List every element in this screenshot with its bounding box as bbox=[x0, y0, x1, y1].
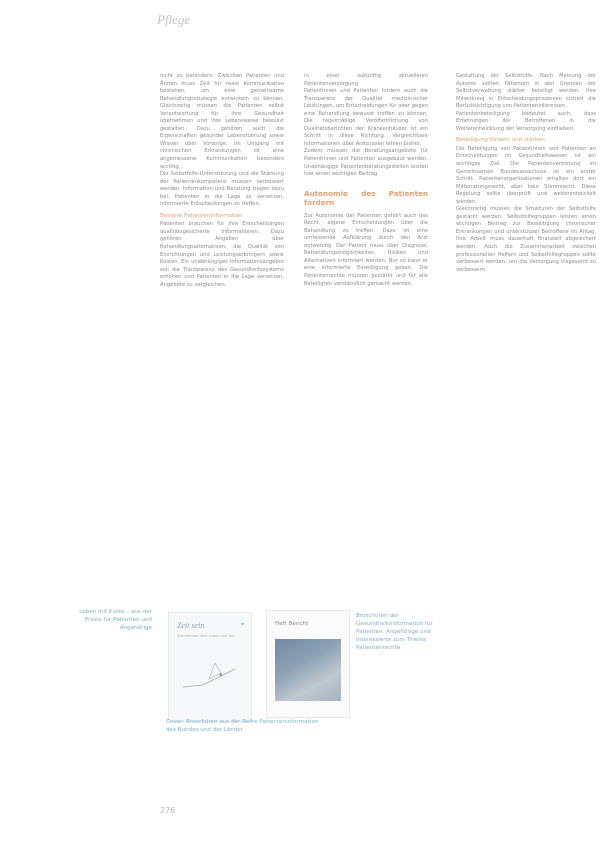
cover-title: Heft Bericht bbox=[275, 621, 309, 627]
body-paragraph: Die Selbsthilfe-Unterstützung und die Stärkung der Patientenkompetenz müssen verbessert werden. Information und Beratung tragen dazu bei, Patienten in die Lage zu versetzen, informierte Entscheidungen zu treffen. bbox=[160, 171, 284, 208]
body-paragraph: Die Beteiligung von Patientinnen und Patienten an Entscheidungen im Gesundheitswesen ist ein wichtiges Ziel. Die Patientenvertretung im Gemeinsamen Bundesausschuss ist ein erster Schritt. Patientenorganisationen erhalten dort ein Mitberatungsrecht, aber kein Stimmrecht. Diese Regelung sollte überprüft und weiterentwickelt werden. bbox=[456, 145, 596, 205]
cover-photo bbox=[275, 639, 341, 701]
text-column-3 bbox=[456, 73, 596, 274]
body-paragraph: Gleichzeitig müssen die Strukturen der Selbsthilfe gestärkt werden. Selbsthilfegruppen leisten einen wichtigen Beitrag zur Bewältigung chronischer Erkrankungen und unterstützen Betroffene im Alltag. Ihre Arbeit muss dauerhaft finanziell abgesichert werden. Auch die Zusammenarbeit zwischen professionellen Helfern und Selbsthilfegruppen sollte verbessert werden, um die Versorgung insgesamt zu verbessern. bbox=[456, 206, 596, 273]
sketch-illustration bbox=[169, 613, 251, 721]
cover-subtitle: Nachdenken über Leben und Tod bbox=[177, 634, 235, 638]
body-paragraph: Patientenbeteiligung bedeutet auch, dass Erfahrungen der Betroffenen in die Weiterentwicklung der Versorgung einfließen. bbox=[456, 110, 596, 132]
logo-icon: ✦ bbox=[239, 621, 245, 628]
figure-caption: Cover: Broschüren aus der Reihe Patienteninformation des Bundes und der Länder bbox=[166, 719, 319, 733]
subheading: Beteiligung fördern und stärken bbox=[456, 137, 545, 144]
page-number: 276 bbox=[160, 806, 176, 815]
section-heading: Autonomie des Patienten fördern bbox=[304, 188, 428, 207]
cover-title: Zeit sein bbox=[177, 621, 205, 630]
figure-caption-right: Broschüren der Gesundheitsinformation für Patienten, Angehörige und Interessierte zum Thema Patientenrechte bbox=[356, 613, 433, 651]
body-paragraph: Zur Autonomie der Patienten gehört auch das Recht, eigene Entscheidungen über die Behandlung zu treffen. Dazu ist eine umfassende Aufklärung durch den Arzt notwendig. Der Patient muss über Diagnose, Behandlungsmöglichkeiten, Risiken und Alternativen informiert werden. Nur so kann er eine informierte Einwilligung geben. Die Patientenrechte müssen gestärkt und für alle Beteiligten verständlich gemacht werden. bbox=[304, 212, 428, 287]
body-paragraph: in einer zukünftig aktuelleren Patientenversorgung. bbox=[304, 73, 428, 87]
body-paragraph: Patienten brauchen für ihre Entscheidungen qualitätsgesicherte Informationen. Dazu gehören Angaben über Behandlungsalternativen, die Qualität von Einrichtungen und Leistungserbringern sowie Kosten. Ein unabhängiges Informationsangebot soll die Transparenz des Gesundheitssystems erhöhen und Patienten in die Lage versetzen, Angebote zu vergleichen. bbox=[160, 221, 284, 288]
text-column-2 bbox=[304, 73, 428, 288]
side-caption: Leben mit Krebs – aus der Praxis für Patienten und Angehörige bbox=[79, 609, 152, 631]
brochure-cover-2 bbox=[266, 610, 350, 718]
subheading: Bessere Patienteninformation bbox=[160, 212, 243, 219]
section-label: Pflege bbox=[157, 12, 191, 27]
body-paragraph: Zudem müssen die Beratungsangebote für Patientinnen und Patienten ausgebaut werden. Unabhängige Patientenberatungsstellen leisten hier einen wichtigen Beitrag. bbox=[304, 148, 428, 178]
body-paragraph: nicht zu behindern. Zwischen Patienten und Ärzten muss Zeit für reale Kommunikation bestehen, um eine gemeinsame Behandlungsstrategie entwickeln zu können. Gleichzeitig müssen die Patienten selbst Verantwortung für ihre Gesundheit übernehmen und ihre Lebensweise bewusst gestalten. Dazu gehören auch die Eigenschaften gesunder Lebensführung sowie Wissen über Vorsorge. Im Umgang mit chronischen Erkrankungen ist eine angemessene Kommunikation besonders wichtig. bbox=[160, 73, 284, 170]
brochure-cover-1 bbox=[168, 612, 252, 722]
text-column-1 bbox=[160, 73, 284, 289]
body-paragraph: Patientinnen und Patienten fordern auch die Transparenz der Qualität medizinischer Leistungen, um Entscheidungen für oder gegen eine Behandlung bewusst treffen zu können. Die regelmäßige Veröffentlichung von Qualitätsberichten der Krankenhäuser ist ein Schritt in diese Richtung. Vergleichbare Informationen über Arztpraxen fehlen bisher. bbox=[304, 88, 428, 147]
body-paragraph: Gestaltung der Selbsthilfe. Nach Meinung der Autoren sollten Patienten in den Gremien der Selbstverwaltung stärker beteiligt werden. Ihre Mitwirkung in Entscheidungsprozessen sichert die Berücksichtigung von Patienteninteressen. bbox=[456, 73, 596, 110]
